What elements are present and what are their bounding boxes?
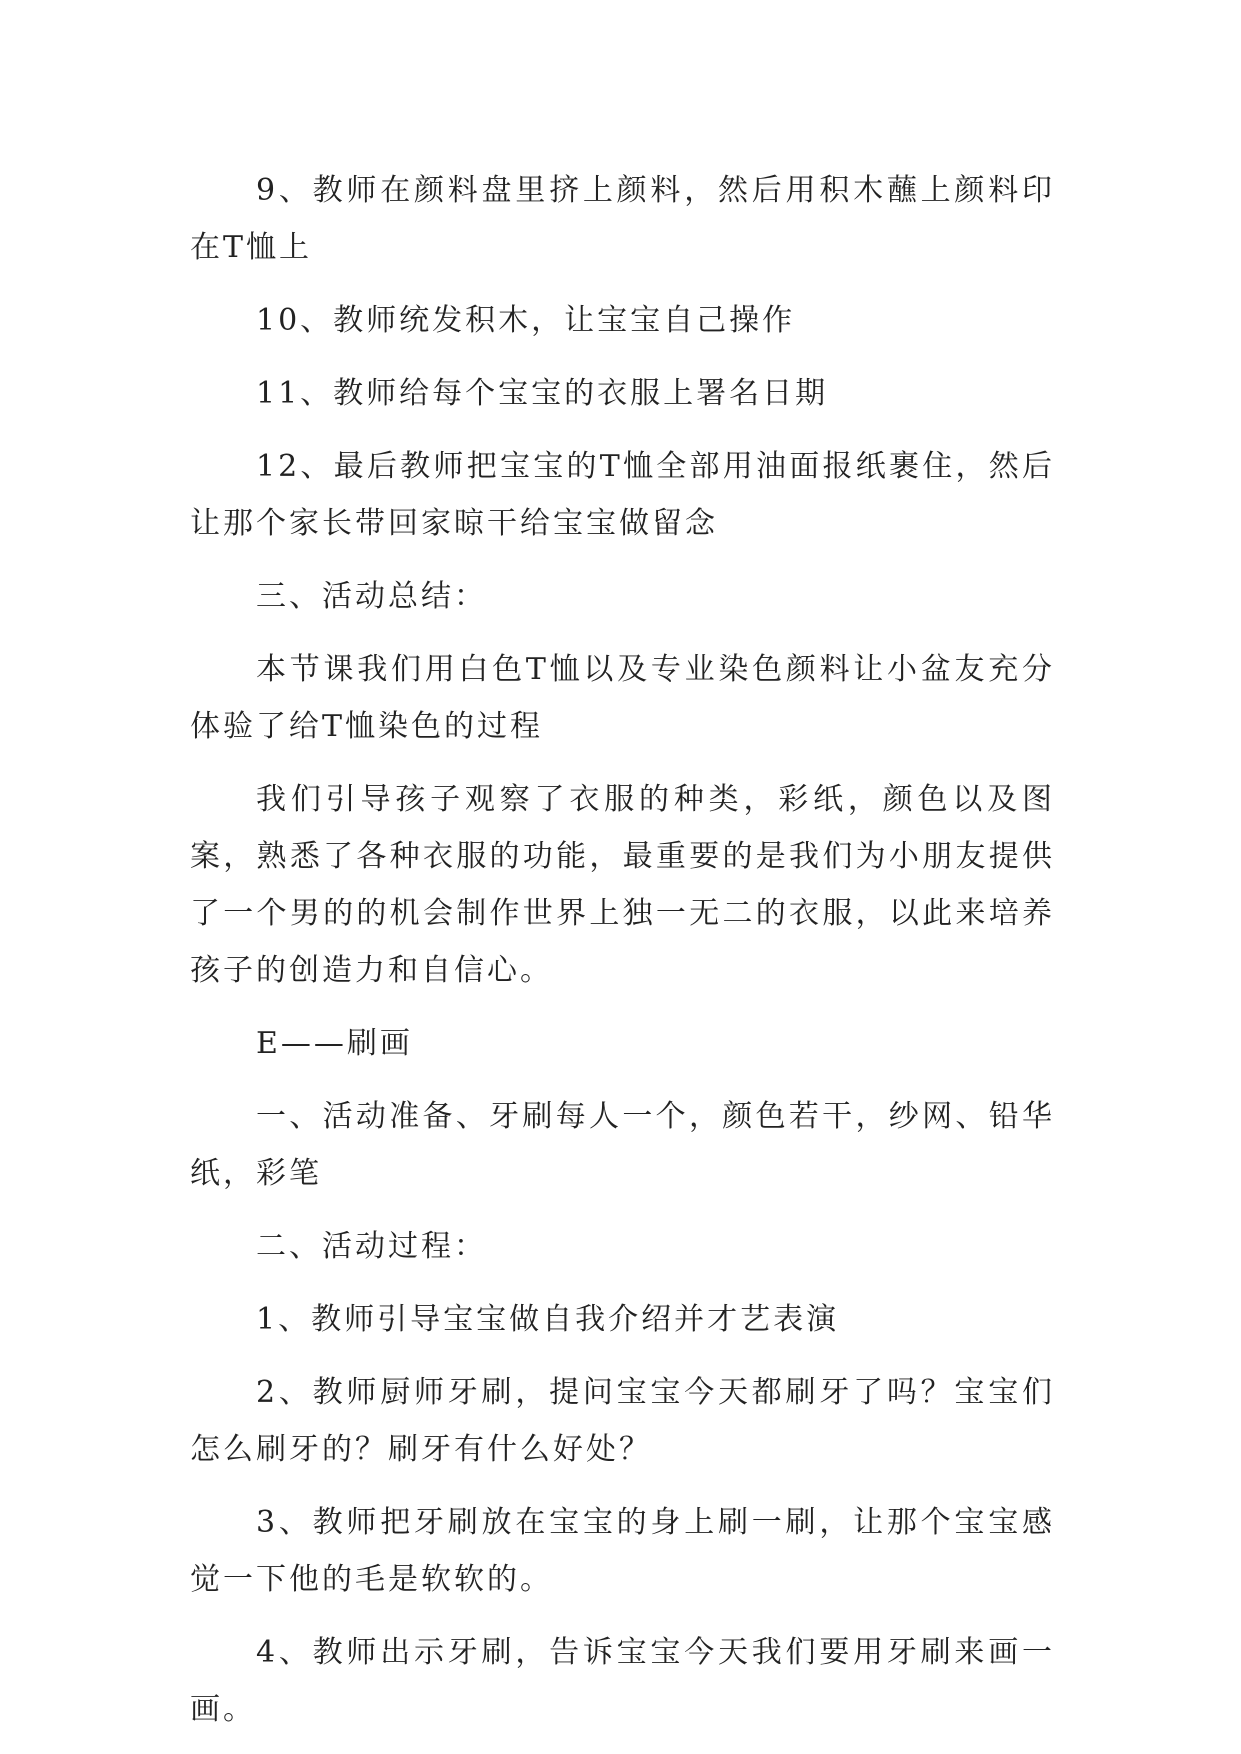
paragraph-process-step-1: 1、教师引导宝宝做自我介绍并才艺表演: [256, 1302, 840, 1337]
paragraph-summary-2: 我们引导孩子观察了衣服的种类，彩纸，颜色以及图案，熟悉了各种衣服的功能，最重要的是我们为小朋友提供了一个男的的机会制作世界上独一无二的衣服，以此来培养孩子的创造力和自信心。: [190, 782, 1055, 988]
paragraph-step-12: 12、最后教师把宝宝的T恤全部用油面报纸裹住，然后让那个家长带回家晾干给宝宝做留念: [190, 449, 1055, 541]
section-heading-process: 二、活动过程：: [256, 1229, 487, 1264]
paragraph-process-step-3: 3、教师把牙刷放在宝宝的身上刷一刷，让那个宝宝感觉一下他的毛是软软的。: [190, 1505, 1055, 1597]
paragraph-step-9: 9、教师在颜料盘里挤上颜料，然后用积木蘸上颜料印在T恤上: [190, 173, 1055, 265]
paragraph-process-step-2: 2、教师厨师牙刷，提问宝宝今天都刷牙了吗？宝宝们怎么刷牙的？刷牙有什么好处？: [190, 1375, 1055, 1467]
paragraph-summary-1: 本节课我们用白色T恤以及专业染色颜料让小盆友充分体验了给T恤染色的过程: [190, 652, 1055, 744]
paragraph-step-10: 10、教师统发积木，让宝宝自己操作: [256, 303, 796, 338]
paragraph-process-step-4: 4、教师出示牙刷，告诉宝宝今天我们要用牙刷来画一画。: [190, 1635, 1055, 1727]
section-heading-brush-painting: E——刷画: [256, 1026, 413, 1061]
paragraph-step-11: 11、教师给每个宝宝的衣服上署名日期: [256, 376, 829, 411]
section-heading-summary: 三、活动总结：: [256, 579, 487, 614]
document-body: [190, 162, 1055, 1754]
paragraph-preparation: 一、活动准备、牙刷每人一个，颜色若干，纱网、铅华纸，彩笔: [190, 1099, 1055, 1191]
